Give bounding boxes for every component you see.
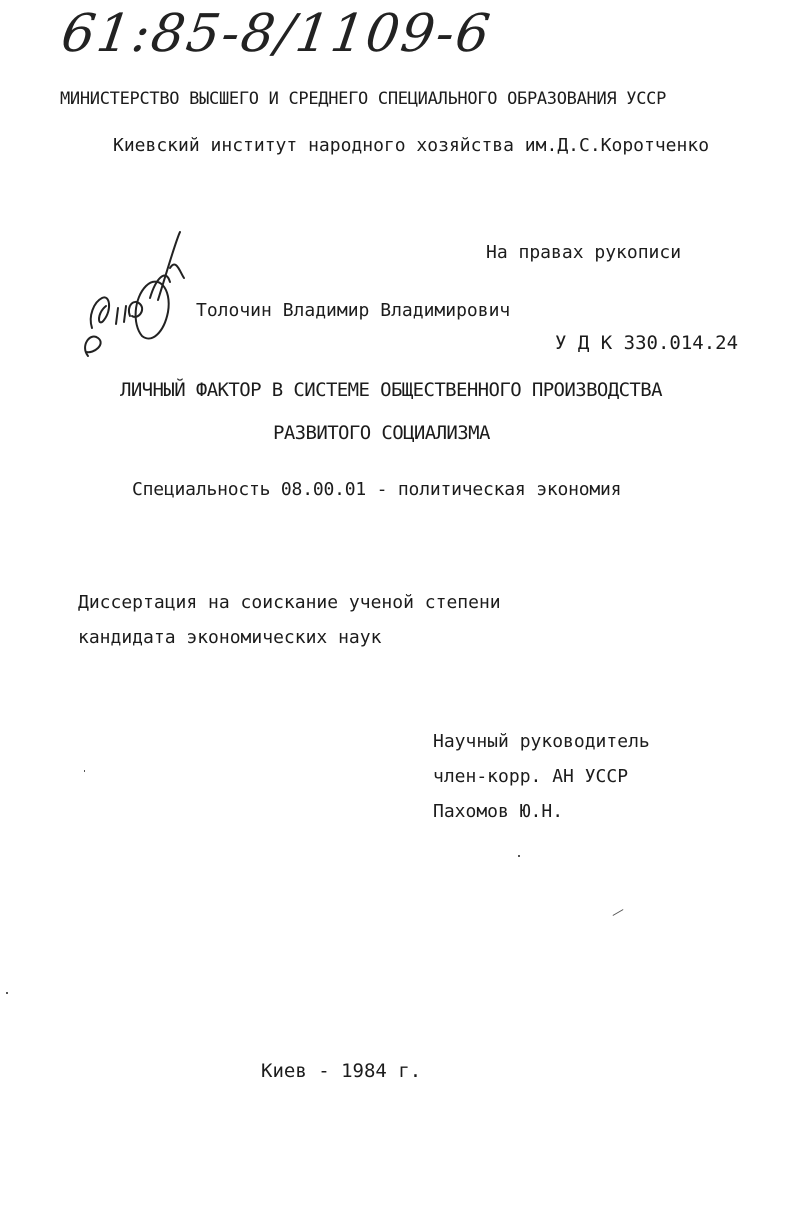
institute-name: Киевский институт народного хозяйства им.Д.С.Коротченко <box>113 135 710 156</box>
supervisor-role: Научный руководитель <box>433 731 650 752</box>
scan-speck <box>613 909 624 916</box>
udk-code: У Д К 330.014.24 <box>555 332 739 354</box>
handwritten-signature <box>76 228 188 358</box>
degree-line-2: кандидата экономических наук <box>78 627 382 648</box>
scan-speck <box>6 992 8 994</box>
place-and-year: Киев - 1984 г. <box>261 1060 422 1082</box>
manuscript-rights-note: На правах рукописи <box>486 242 682 263</box>
scan-speck <box>518 855 520 857</box>
dissertation-title-line-2: РАЗВИТОГО СОЦИАЛИЗМА <box>273 422 490 444</box>
archive-number-handwritten: 61:85-8/1109-6 <box>57 4 496 64</box>
specialty-line: Специальность 08.00.01 - политическая экономия <box>132 479 622 500</box>
scan-speck <box>84 770 85 772</box>
supervisor-name: Пахомов Ю.Н. <box>433 801 564 822</box>
supervisor-rank: член-корр. АН УССР <box>433 766 629 787</box>
author-name: Толочин Владимир Владимирович <box>196 300 511 321</box>
ministry-heading: МИНИСТЕРСТВО ВЫСШЕГО И СРЕДНЕГО СПЕЦИАЛЬНОГО ОБРАЗОВАНИЯ УССР <box>60 89 667 109</box>
dissertation-title-line-1: ЛИЧНЫЙ ФАКТОР В СИСТЕМЕ ОБЩЕСТВЕННОГО ПРОИЗВОДСТВА <box>120 379 662 401</box>
degree-line-1: Диссертация на соискание ученой степени <box>78 592 501 613</box>
